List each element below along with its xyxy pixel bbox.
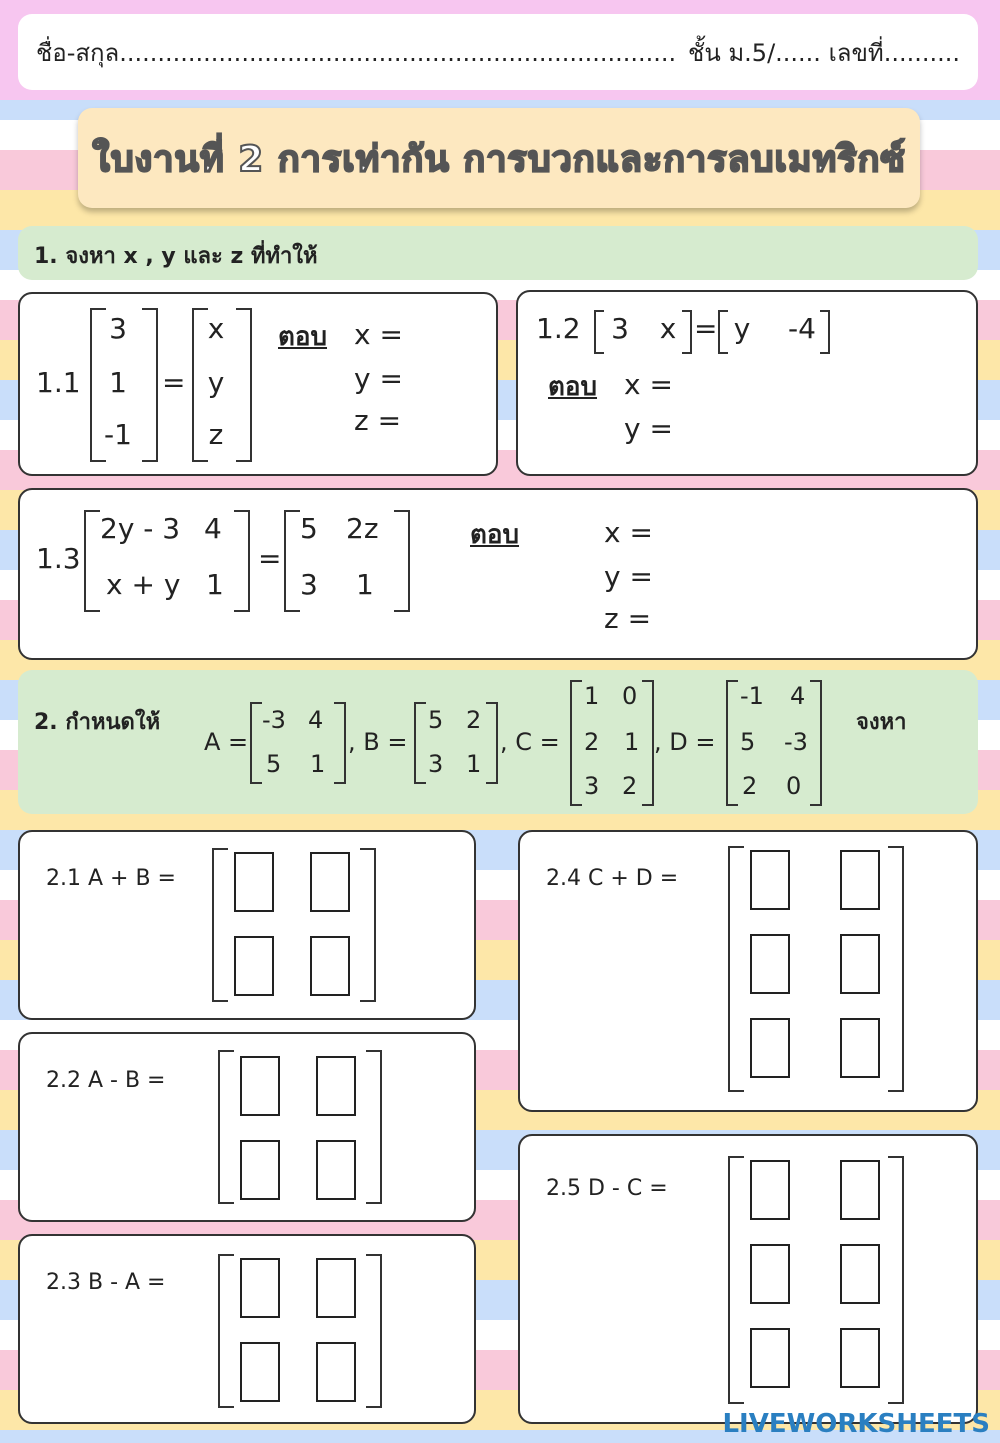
matrix-bracket — [360, 848, 376, 1002]
matrix-bracket — [682, 310, 692, 354]
matrix-a-cell: 5 — [266, 750, 282, 778]
name-field-label: ชื่อ-สกุล......................................................................... — [36, 38, 677, 67]
matrix-cell: 3 — [611, 312, 629, 345]
matrix-c-cell: 0 — [622, 682, 638, 710]
answer-box[interactable] — [840, 850, 880, 910]
problem-1-1-label: 1.1 — [36, 366, 81, 399]
matrix-cell: 1 — [109, 366, 127, 399]
answer-box[interactable] — [240, 1258, 280, 1318]
answer-box[interactable] — [840, 1018, 880, 1078]
student-info-bar — [18, 14, 978, 90]
matrix-a-cell: 1 — [310, 750, 326, 778]
matrix-bracket — [414, 702, 426, 784]
matrix-cell: -1 — [104, 418, 132, 451]
matrix-cell: 3 — [109, 312, 127, 345]
answer-label: ตอบ — [470, 520, 520, 550]
matrix-c-cell: 2 — [584, 728, 600, 756]
matrix-c-cell: 1 — [624, 728, 640, 756]
matrix-d-cell: 4 — [790, 682, 806, 710]
answer-x[interactable]: x = — [624, 368, 673, 401]
problem-2-1 — [18, 830, 476, 1020]
answer-box[interactable] — [316, 1056, 356, 1116]
matrix-bracket — [820, 310, 830, 354]
answer-box[interactable] — [240, 1056, 280, 1116]
matrix-c-cell: 1 — [584, 682, 600, 710]
matrix-bracket — [888, 846, 904, 1092]
matrix-cell: 2y - 3 — [100, 512, 181, 545]
answer-box[interactable] — [234, 852, 274, 912]
answer-z[interactable]: z = — [354, 404, 402, 437]
matrix-bracket — [218, 1254, 234, 1408]
matrix-d-cell: 0 — [786, 772, 802, 800]
matrix-bracket — [84, 510, 100, 612]
matrix-a-cell: 4 — [308, 706, 324, 734]
equals-sign: = — [162, 366, 186, 399]
matrix-c-cell: 2 — [622, 772, 638, 800]
answer-box[interactable] — [240, 1342, 280, 1402]
answer-box[interactable] — [316, 1342, 356, 1402]
matrix-a-name: A = — [204, 728, 249, 756]
matrix-cell: 4 — [204, 512, 222, 545]
matrix-bracket — [394, 510, 410, 612]
matrix-bracket — [218, 1050, 234, 1204]
problem-1-2 — [516, 290, 978, 476]
matrix-b-cell: 1 — [466, 750, 482, 778]
matrix-cell: 1 — [206, 568, 224, 601]
answer-box[interactable] — [840, 1160, 880, 1220]
problem-2-2-label: 2.2 A - B = — [46, 1068, 166, 1093]
answer-y[interactable]: y = — [624, 412, 673, 445]
answer-box[interactable] — [316, 1258, 356, 1318]
matrix-a-cell: -3 — [262, 706, 286, 734]
problem-2-1-label: 2.1 A + B = — [46, 866, 176, 891]
matrix-bracket — [810, 680, 822, 806]
matrix-bracket — [366, 1050, 382, 1204]
q2-find: จงหา — [856, 710, 907, 735]
matrix-bracket — [728, 1156, 744, 1404]
answer-box[interactable] — [750, 1160, 790, 1220]
answer-box[interactable] — [750, 1018, 790, 1078]
matrix-bracket — [570, 680, 582, 806]
problem-2-4 — [518, 830, 978, 1112]
matrix-bracket — [888, 1156, 904, 1404]
problem-2-4-label: 2.4 C + D = — [546, 866, 679, 891]
matrix-c-name: , C = — [500, 728, 560, 756]
matrix-cell: 2z — [346, 512, 379, 545]
matrix-bracket — [486, 702, 498, 784]
liveworksheets-logo: LIVEWORKSHEETS — [722, 1409, 990, 1439]
answer-y[interactable]: y = — [354, 362, 403, 395]
matrix-b-name: , B = — [348, 728, 408, 756]
answer-x[interactable]: x = — [354, 318, 403, 351]
answer-label: ตอบ — [278, 322, 328, 352]
matrix-cell: z — [208, 418, 224, 451]
answer-y[interactable]: y = — [604, 560, 653, 593]
matrix-cell: 5 — [300, 512, 318, 545]
matrix-b-cell: 5 — [428, 706, 444, 734]
matrix-d-name: , D = — [654, 728, 716, 756]
matrix-d-cell: -1 — [740, 682, 764, 710]
class-number-label: ชั้น ม.5/...... เลขที่.......... — [688, 38, 960, 67]
matrix-bracket — [642, 680, 654, 806]
problem-1-1 — [18, 292, 498, 476]
matrix-bracket — [250, 702, 262, 784]
problem-1-2-label: 1.2 — [536, 312, 581, 345]
answer-box[interactable] — [840, 1328, 880, 1388]
matrix-cell: y — [207, 366, 225, 399]
matrix-bracket — [366, 1254, 382, 1408]
matrix-cell: 1 — [356, 568, 374, 601]
matrix-bracket — [726, 680, 738, 806]
matrix-bracket — [212, 848, 228, 1002]
matrix-cell: y — [733, 312, 751, 345]
problem-2-5-label: 2.5 D - C = — [546, 1176, 668, 1201]
matrix-b-cell: 2 — [466, 706, 482, 734]
problem-2-3-label: 2.3 B - A = — [46, 1270, 166, 1295]
q2-given-bar — [18, 670, 978, 814]
answer-box[interactable] — [750, 1328, 790, 1388]
answer-box[interactable] — [240, 1140, 280, 1200]
matrix-bracket — [334, 702, 346, 784]
matrix-cell: x — [207, 312, 225, 345]
problem-2-3 — [18, 1234, 476, 1424]
matrix-cell: 3 — [300, 568, 318, 601]
answer-box[interactable] — [234, 936, 274, 996]
matrix-bracket — [728, 846, 744, 1092]
answer-box[interactable] — [840, 934, 880, 994]
answer-box[interactable] — [316, 1140, 356, 1200]
problem-1-3 — [18, 488, 978, 660]
problem-1-3-label: 1.3 — [36, 542, 81, 575]
answer-x[interactable]: x = — [604, 516, 653, 549]
answer-z[interactable]: z = — [604, 602, 652, 635]
answer-label: ตอบ — [548, 372, 598, 402]
problem-2-5 — [518, 1134, 978, 1424]
matrix-bracket — [234, 510, 250, 612]
q1-prompt: 1. จงหา x , y และ z ที่ทำให้ — [34, 244, 318, 269]
matrix-d-cell: 2 — [742, 772, 758, 800]
answer-box[interactable] — [310, 936, 350, 996]
matrix-cell: x + y — [106, 568, 181, 601]
matrix-cell: x — [659, 312, 677, 345]
problem-2-2 — [18, 1032, 476, 1222]
answer-box[interactable] — [310, 852, 350, 912]
matrix-d-cell: 5 — [740, 728, 756, 756]
equals-sign: = — [694, 312, 718, 345]
answer-box[interactable] — [750, 1244, 790, 1304]
matrix-bracket — [284, 510, 300, 612]
equals-sign: = — [258, 542, 282, 575]
matrix-cell: -4 — [788, 312, 816, 345]
answer-box[interactable] — [750, 850, 790, 910]
answer-box[interactable] — [750, 934, 790, 994]
matrix-c-cell: 3 — [584, 772, 600, 800]
worksheet-title: ใบงานที่ 2 การเท่ากัน การบวกและการลบเมทริกซ์ — [78, 108, 920, 208]
matrix-d-cell: -3 — [784, 728, 808, 756]
answer-box[interactable] — [840, 1244, 880, 1304]
q2-prompt: 2. กำหนดให้ — [34, 710, 161, 735]
matrix-b-cell: 3 — [428, 750, 444, 778]
